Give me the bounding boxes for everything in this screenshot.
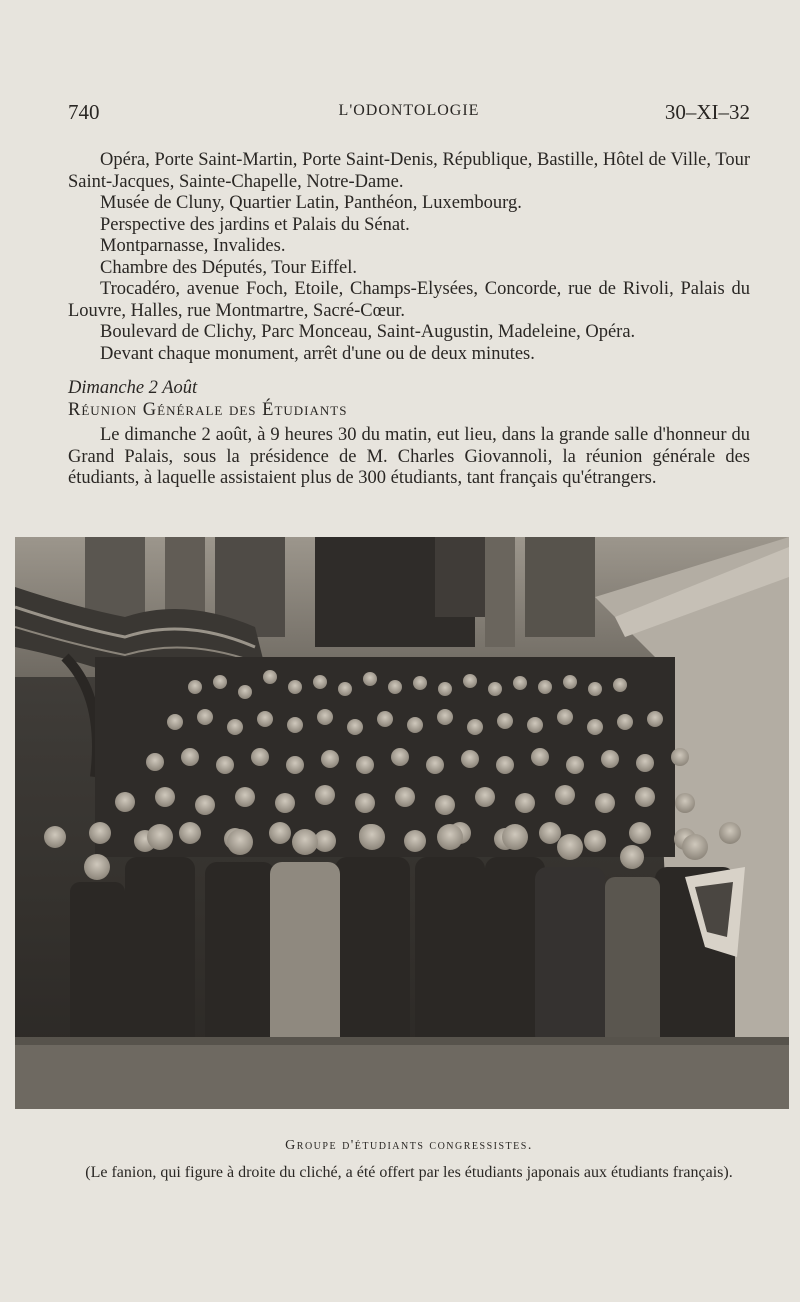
itinerary-line: Devant chaque monument, arrêt d'une ou de deux minutes. [100,343,535,364]
running-header [68,100,750,124]
body-text [68,150,750,490]
itinerary-line: Musée de Cluny, Quartier Latin, Panthéon, Luxembourg. [100,193,522,213]
itinerary-line: Perspective des jardins et Palais du Sénat. [100,214,410,235]
itinerary-line: Montparnasse, Invalides. [100,236,286,256]
itinerary-line: Boulevard de Clichy, Parc Monceau, Saint-Augustin, Madeleine, Opéra. [100,322,636,342]
photo-caption [68,1138,750,1183]
section-heading: Réunion Générale des Étudiants [68,399,348,420]
caption-title: Groupe d'étudiants congressistes. [285,1138,533,1153]
itinerary-line: Opéra, Porte Saint-Martin, Porte Saint-Denis, République, Bastille, Hôtel de Ville, Tour Saint-Jacques, Sainte-Chapelle, Notre-Dame. [68,150,750,192]
issue-date: 30–XI–32 [664,100,750,124]
day-heading: Dimanche 2 Août [68,378,198,398]
page-number: 740 [68,100,100,124]
group-photograph [15,537,789,1109]
section-paragraph: Le dimanche 2 août, à 9 heures 30 du matin, eut lieu, dans la grande salle d'honneur du Grand Palais, sous la présidence de M. Charles Giovannoli, la réunion générale des étudiants, à laquelle assistaient plus de 300 étudiants, tant français qu'étrangers. [68,425,750,488]
itinerary-line: Chambre des Députés, Tour Eiffel. [100,257,357,278]
caption-note: (Le fanion, qui figure à droite du cliché, a été offert par les étudiants japonais aux étudiants français). [85,1164,733,1181]
journal-title: L'ODONTOLOGIE [338,102,480,119]
photo-illustration [15,537,789,1109]
itinerary-line: Trocadéro, avenue Foch, Etoile, Champs-Elysées, Concorde, rue de Rivoli, Palais du Louvre, Halles, rue Montmartre, Sacré-Cœur. [68,279,750,321]
